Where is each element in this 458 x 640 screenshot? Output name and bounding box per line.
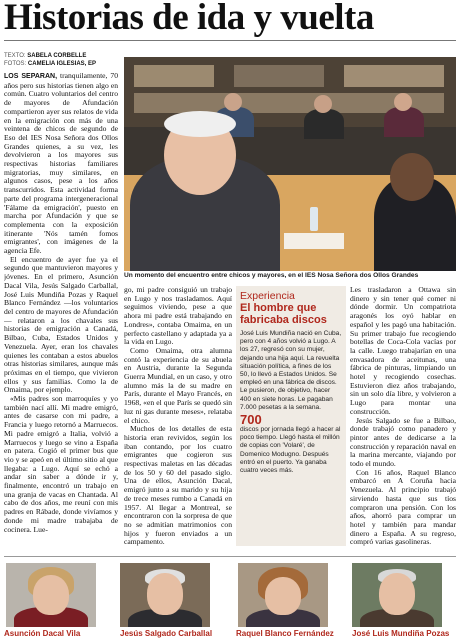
portrait-face [33,575,69,615]
credits [4,52,122,68]
text-credit-label: TEXTO: [4,53,26,59]
article-paragraph: go, mi padre consiguió un trabajo en Lugo y nos trasladamos. Aquí seguimos viviendo, pese a que ahora mi padre está trabajando en Londres», contaba Omaima, en un perfecto castellano y adaptada ya a la vida en Lugo. [124,286,232,347]
experience-sidebar [236,286,346,546]
portrait-raquel-blanco [238,563,328,627]
student-head [394,93,412,111]
article-paragraph: Con 16 años, Raquel Blanco embarcó en A Coruña hacia Venezuela. Al principio trabajó sirviendo hasta que sus tíos compraron una pensión. Con los años, ahorró para comprar un hotel y también para mandar dinero a España. A su regreso, compró varias gasolineras. [350,467,456,547]
sidebar-paragraph: discos por jornada llegó a hacer al poco tiempo. Llegó hasta el millón de copias con 'Volaré', de Domenico Modugno. Después entró en el puerto. Ya ganaba cuatro veces más. [240,426,341,475]
student-figure [304,109,344,139]
article-column-4 [350,286,456,552]
portrait-name: Jesús Salgado Carballal [120,629,213,638]
photo-credit-author: CAMELIA IGLESIAS, EP [27,61,97,67]
sidebar-highlight-number: 700 [240,412,262,428]
text-credit [4,52,122,60]
photo-credit [4,60,122,68]
caption-lead: Un momento del encuentro entre chicos y mayores, en el IES Nosa Señora dos Ollos Grandes [124,272,419,279]
article-paragraph: Jesús Salgado se fue a Bilbao, donde trabajó como panadero y pintor antes de dedicarse a la construcción y reparación naval en la marina mercante, viajando por todo el mundo. [350,415,456,469]
sidebar-kicker: Experiencia [240,290,295,302]
student-figure [384,107,424,137]
article-paragraph: El encuentro de ayer fue ya el segundo que mantuvieron mayores y jóvenes. En el primero, Asunción Dacal Vila, Jesús Salgado Carballal, José Luis Mundiña Pozas y Raquel Blanco Fernández —los voluntarios del centro de mayores de Afundación— relataron a los chavales sus historias de emigración a Canadá, Bilbao, Cuba, Estados Unidos y Venezuela. Ayer, eran los chavales quienes les contaban a estos abuelos otras historias similares, aunque más próximas en el tiempo, que vivieron ellos y sus familias. Como la de Omaima, por ejemplo. [4,254,118,395]
main-photo [124,57,456,271]
portrait-name: Asunción Dacal Vila [4,629,81,638]
sidebar-title: El hombre que fabricaba discos [240,302,327,326]
text-credit-author: SABELA CORBELLE [27,53,87,59]
article-paragraph: «Mis padres son marroquíes y yo también nací allí. Mi madre emigró, antes de casarse con mi padre, a Francia y luego retornó a Marruecos. Mi padre emigró a Italia, volvió a Marruecos y luego se vino a España en patera. Cogió el primer bus que vio y se apeó en el último sitio al que llegaba: a Lugo. Aquí se echó a andar sin saber a dónde ir y, finalmente, encontró un trabajo en una granja de vacas en Chantada. Al cabo de dos años, me reuní con mis padres en Rábade, donde vivíamos y donde mi madre trabajaba de cocinera. Lue- [4,394,118,534]
books [134,65,214,87]
student-head [224,93,242,111]
portrait-face [379,573,415,615]
portrait-face [147,573,183,615]
paper-sheet [284,233,344,249]
portrait-jose-luis-mundina [352,563,442,627]
lead-caps: LOS SEPARAN, [4,73,58,80]
portrait-jesus-salgado [120,563,210,627]
photo-caption [124,272,456,280]
headline: Historias de ida y vuelta [4,0,374,38]
woman-head [390,153,434,201]
photo-credit-label: FOTOS: [4,61,27,67]
water-bottle [310,207,318,231]
books [344,65,444,87]
paragraph-text: tranquilamente, 70 años pero sus historias tienen algo en común. Cuatro voluntarios del centro de mayores de Afundación compartieron ayer sus relatos de vida en la emigración con más de una veintena de chicos de segundo de Eso del IES Nosa Señora dos Ollos Grandes quienes, a su vez, les devolvieron a los mayores sus respectivas historias familiares migratorias, muy similares, en algunos casos, pese a los años transcurridos. Esta actividad forma parte del programa intergeneracional 'Fálame da emigración', puesto en marcha por Afundación y que se complementa con la exposición itinerante 'Nós tamén fomos emigrantes', con imágenes de la agencia Efe. [4,72,118,256]
portrait-asuncion-dacal [6,563,96,627]
portrait-face [265,577,301,615]
student-head [314,95,332,113]
books [234,65,324,87]
sidebar-paragraph: José Luis Mundiña nació en Cuba, pero con 4 años volvió a Lugo. A los 27, regresó con su mujer, dejando una hija aquí. La revuelta situación política, a fines de los 50, lo llevó a Estados Unidos. Se empleó en una fábrica de discos. Le pusieron, de objetivo, hacer 400 en siete horas. Le pagaban 7.000 pesetas a la semana. [240,330,342,411]
portrait-name: Raquel Blanco Fernández [236,629,334,638]
article-paragraph: Les trasladaron a Ottawa sin dinero y sin tener qué comer ni dónde dormir. Un compatriota aragonés los oyó hablar en español y les pagó una habitación. Su primer trabajo fue recogiendo botellas de Coca-Cola vacías por la calle. Luego trabajarían en una envasadora de aceitunas, una fábrica de pinturas, limpiando un hotel y recogiendo cosechas. Estuvieron diez años trabajando, sin un solo día libre, y volvieron a Lugo para montar una construcción. [350,286,456,416]
article-column-2 [124,286,232,552]
portrait-name: José Luis Mundiña Pozas [352,629,450,638]
article-paragraph [4,72,118,256]
article-paragraph: Como Omaima, otra alumna contó la experiencia de su abuela en Austria, durante la Segunda Guerra Mundial, en un caso, y otro alumno más la de su madre en París, durante el Mayo Francés, en 1968, «en el que París se quedó sin luz ni gas durante meses», relataba el chico. [124,345,232,425]
headline-rule [4,40,456,41]
elderly-man-hair [164,111,236,137]
article-paragraph: Muchos de los detalles de esta historia eran revividos, según los iban contando, por los cuatro emigrantes que cogieron sus respectivas maletas en las décadas de los 50 y 60 del pasado siglo. Una de ellos, Asunción Dacal, emigró junto a su marido y su hija de trece meses rumbo a Canadá en 1957. Al llegar a Montreal, se encontraron con la sorpresa de que no se admitían matrimonios con hijos y fueron enviados a un campamento. [124,424,232,547]
portraits-rule [4,556,456,557]
article-column-1 [4,72,118,552]
